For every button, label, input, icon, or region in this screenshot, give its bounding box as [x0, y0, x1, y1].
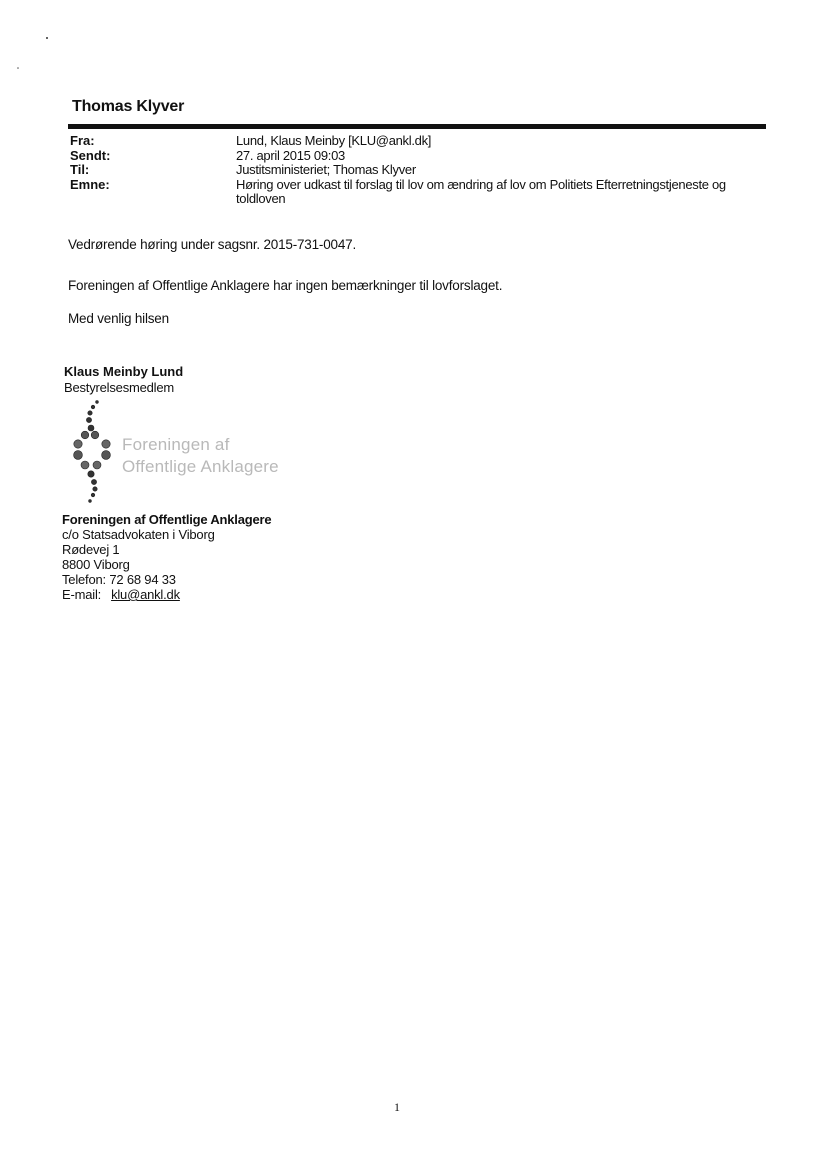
message-line: Foreningen af Offentlige Anklagere har ingen bemærkninger til lovforslaget.: [68, 278, 503, 293]
organization-email-row: [62, 587, 271, 602]
signature-name: Klaus Meinby Lund: [64, 364, 184, 379]
meta-value-to: Justitsministeriet; Thomas Klyver: [236, 162, 416, 177]
organization-city: 8800 Viborg: [62, 557, 130, 572]
closing-line: Med venlig hilsen: [68, 311, 169, 326]
meta-value-subject: Høring over udkast til forslag til lov om ændring af lov om Politiets Efterretningstjeneste og toldloven: [236, 176, 726, 206]
organization-block: [62, 512, 271, 602]
meta-label: Fra:: [70, 133, 95, 148]
logo-text-line2: Offentlige Anklagere: [122, 457, 279, 476]
logo-dots-icon: [60, 398, 130, 510]
email-link[interactable]: klu@ankl.dk: [111, 587, 180, 602]
signature-title: Bestyrelsesmedlem: [64, 380, 175, 395]
page-number: 1: [394, 1100, 400, 1114]
meta-row-from: [70, 134, 770, 149]
organization-care-of: c/o Statsadvokaten i Viborg: [62, 527, 215, 542]
email-label: E-mail:: [62, 587, 102, 602]
header-divider: [68, 124, 766, 129]
scan-specks: [0, 0, 60, 80]
organization-name: Foreningen af Offentlige Anklagere: [62, 512, 272, 527]
meta-row-sent: [70, 149, 770, 164]
meta-value-from: Lund, Klaus Meinby [KLU@ankl.dk]: [236, 133, 432, 148]
organization-phone: Telefon: 72 68 94 33: [62, 572, 176, 587]
reference-line: Vedrørende høring under sagsnr. 2015-731-0047.: [68, 237, 356, 252]
association-logo: [60, 398, 290, 510]
email-meta-block: [70, 134, 770, 207]
meta-label: Sendt:: [70, 147, 111, 163]
meta-value-sent: 27. april 2015 09:03: [236, 147, 345, 163]
meta-row-to: [70, 163, 770, 178]
logo-text-line1: Foreningen af: [122, 435, 230, 454]
meta-label: Emne:: [70, 176, 110, 192]
meta-row-subject: [70, 178, 770, 207]
meta-label: Til:: [70, 162, 90, 177]
organization-street: Rødevej 1: [62, 542, 120, 557]
document-owner-name: Thomas Klyver: [72, 98, 185, 115]
